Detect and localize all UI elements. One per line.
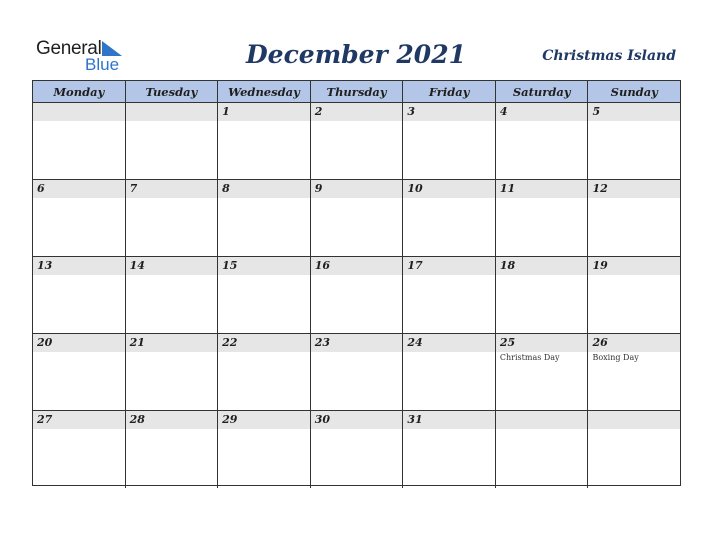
day-cell	[311, 334, 404, 410]
day-cell	[126, 334, 219, 410]
calendar-grid	[32, 80, 681, 486]
day-number: 15	[218, 257, 310, 275]
day-cell	[126, 257, 219, 333]
day-cell	[496, 257, 589, 333]
day-cell	[126, 180, 219, 256]
day-number: 26	[588, 334, 680, 352]
day-number	[33, 103, 125, 121]
day-number: 7	[126, 180, 218, 198]
week-row	[33, 411, 680, 488]
day-cell	[311, 411, 404, 488]
day-number: 2	[311, 103, 403, 121]
day-number: 23	[311, 334, 403, 352]
day-number	[126, 103, 218, 121]
day-number: 27	[33, 411, 125, 429]
day-cell	[496, 334, 589, 410]
day-number: 25	[496, 334, 588, 352]
day-number: 24	[403, 334, 495, 352]
day-number: 29	[218, 411, 310, 429]
weekday-header-saturday: Saturday	[496, 81, 589, 102]
day-cell	[311, 257, 404, 333]
weekday-header-sunday: Sunday	[610, 84, 658, 99]
day-number: 3	[403, 103, 495, 121]
week-row	[33, 334, 680, 411]
day-cell	[588, 180, 680, 256]
day-number: 31	[403, 411, 495, 429]
day-number: 22	[218, 334, 310, 352]
day-number: 17	[403, 257, 495, 275]
logo-word-general: General	[36, 38, 102, 59]
weekday-header-row	[33, 81, 680, 103]
day-number: 21	[126, 334, 218, 352]
day-number: 19	[588, 257, 680, 275]
day-number: 28	[126, 411, 218, 429]
day-cell	[33, 103, 126, 179]
day-cell	[496, 103, 589, 179]
day-number: 16	[311, 257, 403, 275]
day-cell	[311, 180, 404, 256]
day-cell	[496, 180, 589, 256]
day-number: 13	[33, 257, 125, 275]
day-cell	[33, 334, 126, 410]
day-cell	[403, 334, 496, 410]
day-number: 4	[496, 103, 588, 121]
day-cell	[588, 257, 680, 333]
day-number: 30	[311, 411, 403, 429]
day-cell	[588, 411, 680, 488]
day-number: 6	[33, 180, 125, 198]
day-number: 5	[588, 103, 680, 121]
day-cell	[218, 180, 311, 256]
day-cell	[588, 334, 680, 410]
day-cell	[403, 180, 496, 256]
holiday-label: Boxing Day	[592, 353, 639, 362]
day-cell	[218, 334, 311, 410]
day-cell	[126, 103, 219, 179]
calendar-title: December 2021	[245, 40, 466, 69]
day-number: 10	[403, 180, 495, 198]
day-cell	[33, 257, 126, 333]
day-number: 20	[33, 334, 125, 352]
weeks-container	[33, 103, 680, 488]
day-cell	[496, 411, 589, 488]
weekday-header-monday: Monday	[33, 81, 126, 102]
generalblue-logo	[36, 38, 126, 74]
day-number	[496, 411, 588, 429]
holiday-label: Christmas Day	[499, 353, 560, 362]
day-number: 11	[496, 180, 588, 198]
day-number: 12	[588, 180, 680, 198]
day-cell	[403, 257, 496, 333]
day-number: 18	[496, 257, 588, 275]
week-row	[33, 180, 680, 257]
weekday-header-wednesday: Wednesday	[218, 81, 311, 102]
weekday-header-thursday: Thursday	[311, 81, 404, 102]
day-cell	[218, 103, 311, 179]
day-number	[588, 411, 680, 429]
weekday-header-tuesday: Tuesday	[126, 81, 219, 102]
day-cell	[403, 411, 496, 488]
day-number: 9	[311, 180, 403, 198]
day-cell	[311, 103, 404, 179]
day-cell	[588, 103, 680, 179]
week-row	[33, 257, 680, 334]
region-label: Christmas Island	[542, 48, 676, 64]
day-cell	[33, 180, 126, 256]
day-number: 14	[126, 257, 218, 275]
day-cell	[218, 411, 311, 488]
day-cell	[403, 103, 496, 179]
week-row	[33, 103, 680, 180]
day-cell	[126, 411, 219, 488]
logo-word-blue: Blue	[85, 55, 120, 74]
day-cell	[33, 411, 126, 488]
weekday-header-friday: Friday	[403, 81, 496, 102]
day-number: 8	[218, 180, 310, 198]
day-cell	[218, 257, 311, 333]
day-number: 1	[218, 103, 310, 121]
